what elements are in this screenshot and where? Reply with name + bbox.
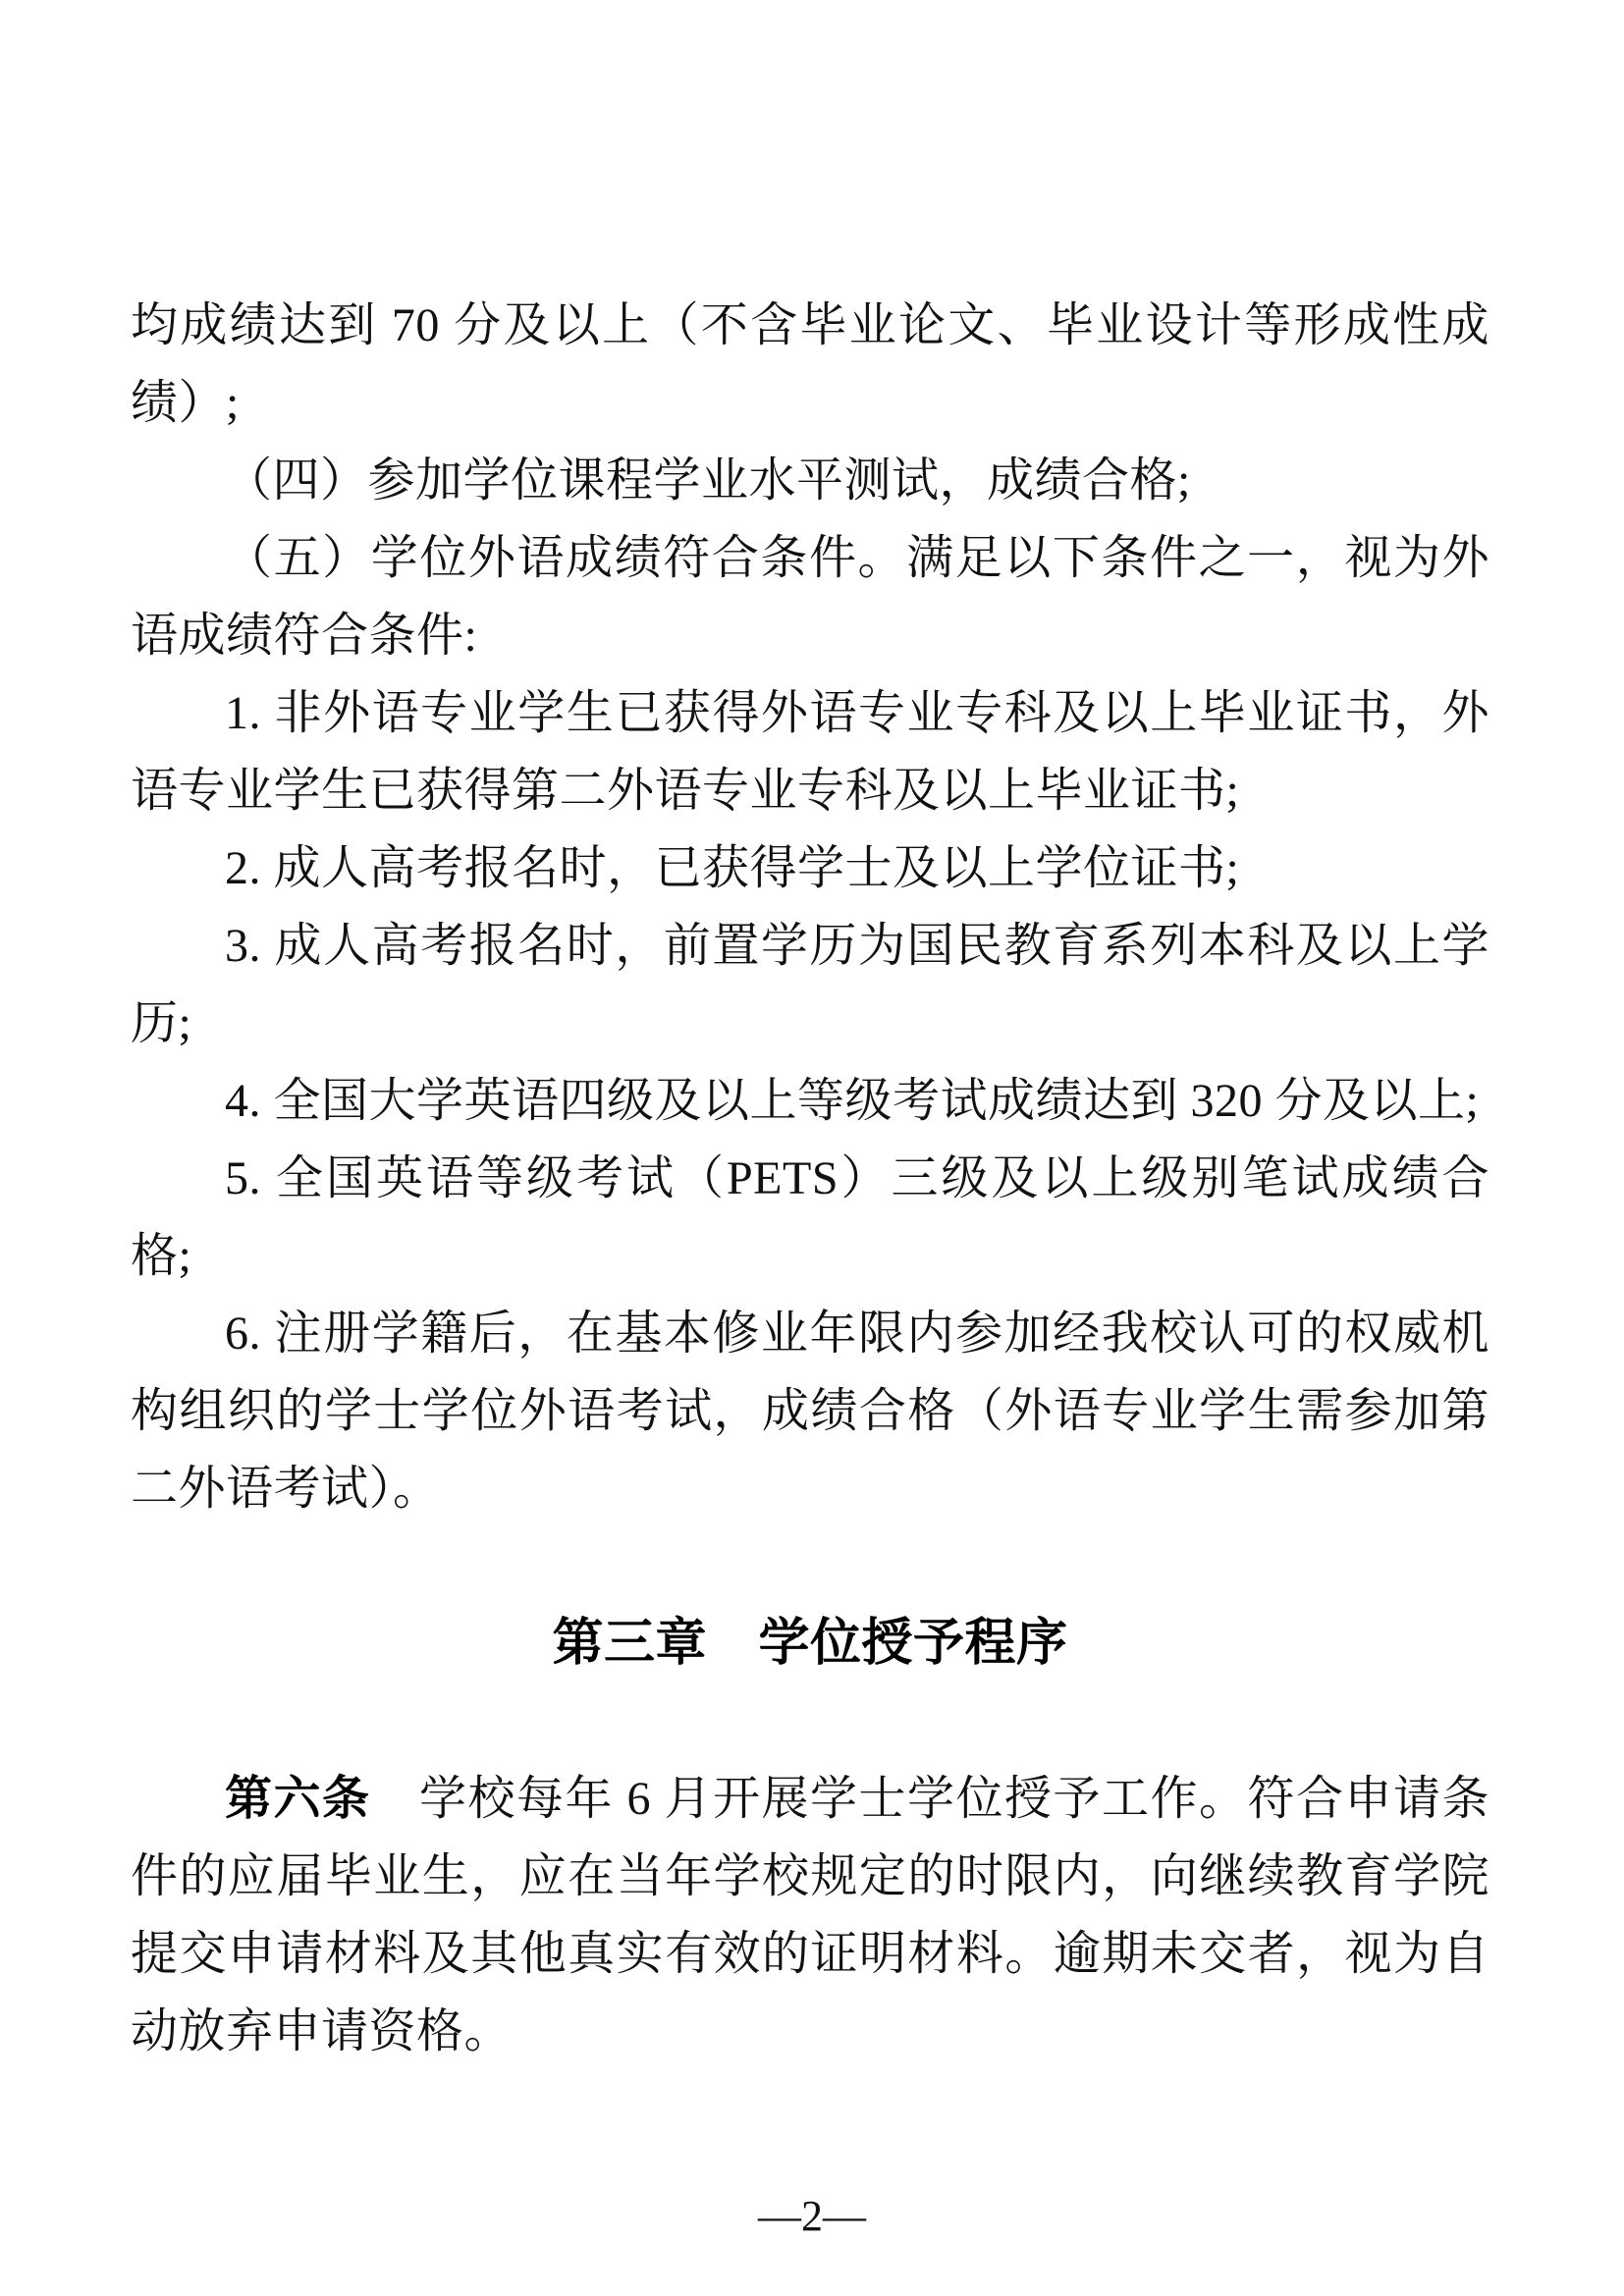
paragraph-item-5: （五）学位外语成绩符合条件。满足以下条件之一，视为外语成绩符合条件: bbox=[131, 532, 1489, 662]
article-paragraph bbox=[131, 1760, 1489, 2070]
document-body bbox=[131, 287, 1489, 2070]
article-number: 第六条 bbox=[225, 1773, 371, 1825]
paragraph-condition-6: 6. 注册学籍后，在基本修业年限内参加经我校认可的权威机构组织的学士学位外语考试，成绩合格（外语专业学生需参加第二外语考试）。 bbox=[131, 1308, 1489, 1515]
paragraph-condition-3: 3. 成人高考报名时，前置学历为国民教育系列本科及以上学历; bbox=[131, 920, 1489, 1049]
paragraph-continuation: 均成绩达到 70 分及以上（不含毕业论文、毕业设计等形成性成绩）; bbox=[131, 299, 1489, 429]
paragraph-item-4: （四）参加学位课程学业水平测试，成绩合格; bbox=[225, 454, 1191, 507]
article-text: 学校每年 6 月开展学士学位授予工作。符合申请条件的应届毕业生，应在当年学校规定的时限内，向继续教育学院提交申请材料及其他真实有效的证明材料。逾期未交者，视为自动放弃申请资格。 bbox=[131, 1773, 1489, 2057]
chapter-heading: 第三章 学位授予程序 bbox=[552, 1615, 1068, 1672]
paragraph-condition-4: 4. 全国大学英语四级及以上等级考试成绩达到 320 分及以上; bbox=[225, 1075, 1480, 1127]
paragraph-condition-2: 2. 成人高考报名时，已获得学士及以上学位证书; bbox=[225, 842, 1240, 894]
paragraph-condition-5: 5. 全国英语等级考试（PETS）三级及以上级别笔试成绩合格; bbox=[131, 1152, 1489, 1282]
paragraph-condition-1: 1. 非外语专业学生已获得外语专业专科及以上毕业证书，外语专业学生已获得第二外语专业专科及以上毕业证书; bbox=[131, 687, 1489, 817]
page-number: —2— bbox=[758, 2192, 866, 2240]
